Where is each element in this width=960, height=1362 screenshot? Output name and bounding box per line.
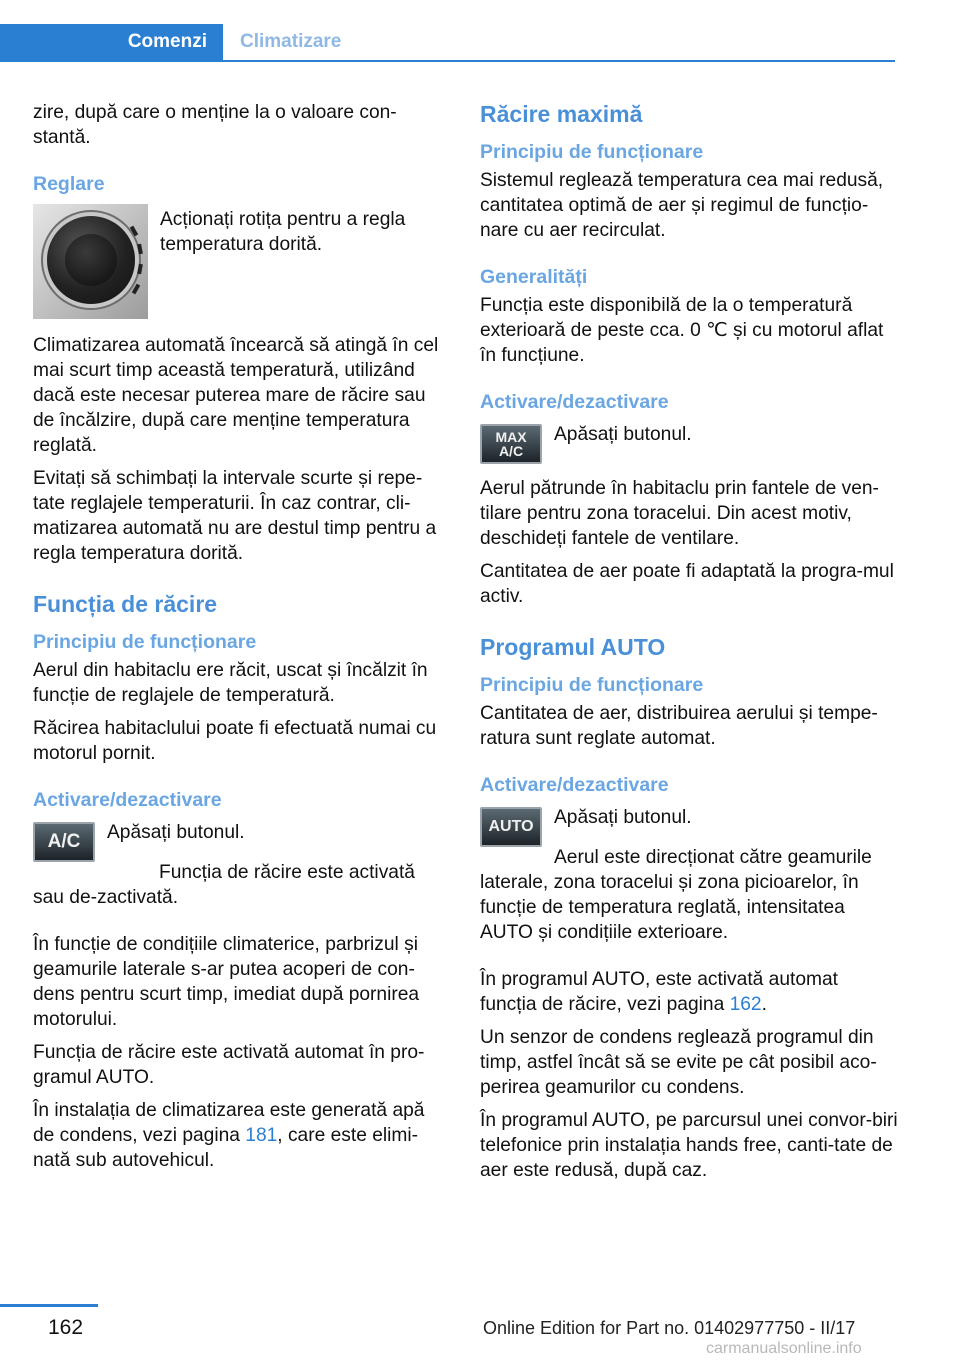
auto-button-icon: AUTO	[480, 807, 542, 847]
programul-auto-heading: Programul AUTO	[480, 634, 666, 660]
reglare-heading: Reglare	[33, 173, 105, 195]
left-column	[33, 100, 451, 1181]
principiu2-heading: Principiu de funcționare	[480, 674, 704, 696]
right-paragraph-4: Cantitatea de aer poate fi adaptată la progra-mul activ.	[480, 561, 894, 607]
activare-heading: Activare/dezactivare	[33, 789, 222, 811]
right-paragraph-7: Un senzor de condens reglează programul din timp, astfel încât să se evite pe cât posibil aco-perirea geamurilor cu condens.	[480, 1027, 877, 1098]
paragraph-1: Climatizarea automată încearcă să atingă în cel mai scurt timp această temperatură, utilizând dacă este necesar puterea mare de răcire sau de încălzire, după care menține temperatura reglată.	[33, 335, 439, 456]
footer-divider	[0, 1304, 98, 1307]
right-paragraph-6: În programul AUTO, este activată automat funcția de răcire, vezi pagina 162.	[480, 969, 838, 1015]
press-button-text-right: Apăsați butonul.	[554, 424, 692, 445]
header-divider	[0, 60, 895, 62]
paragraph-6: Funcția de răcire este activată automat în pro-gramul AUTO.	[33, 1042, 425, 1088]
reglare-text: Acționați rotița pentru a regla temperatura dorită.	[160, 209, 406, 255]
right-paragraph-3: Aerul pătrunde în habitaclu prin fantele de ven-tilare pentru zona toracelui. Din acest motiv, deschideți fantele de ventilare.	[480, 478, 879, 549]
auto-figure-row	[480, 805, 898, 847]
ac-figure-row	[33, 820, 451, 862]
right-paragraph-1: Sistemul reglează temperatura cea mai redusă, cantitatea optimă de aer și regimul de funcțio-nare cu aer recirculat.	[480, 170, 884, 241]
reglare-figure-row	[33, 204, 451, 319]
ac-status-text: Funcția de răcire este activată sau de-zactivată.	[33, 862, 415, 908]
auto-status-text: Aerul este direcționat către geamurile laterale, zona toracelui și zona picioarelor, în funcție de temperatura reglată, intensitatea AUTO și condițiile exterioare.	[480, 847, 872, 943]
functie-racire-heading: Funcția de răcire	[33, 591, 218, 617]
ac-button-icon: A/C	[33, 822, 95, 862]
tab-climatizare[interactable]: Climatizare	[240, 31, 342, 52]
right-paragraph-5: Cantitatea de aer, distribuirea aerului și tempe-ratura sunt reglate automat.	[480, 703, 878, 749]
paragraph-3: Aerul din habitaclu ere răcit, uscat și încălzit în funcție de reglajele de temperatură.	[33, 660, 428, 706]
press-button-text: Apăsați butonul.	[107, 822, 245, 843]
intro-text: zire, după care o menține la o valoare con-stantă.	[33, 102, 397, 148]
page-link-181[interactable]: 181	[245, 1125, 278, 1146]
right-paragraph-8: În programul AUTO, pe parcursul unei convor-biri telefonice prin instalația hands free, canti-tate de aer este redusă, după caz.	[480, 1110, 898, 1181]
principiu-heading-right: Principiu de funcționare	[480, 141, 704, 163]
max-ac-button-icon: MAX A/C	[480, 424, 542, 464]
right-column	[480, 100, 898, 1191]
right-paragraph-2: Funcția este disponibilă de la o temperatură exterioară de peste cca. 0 ℃ și cu motorul aflat în funcțiune.	[480, 295, 884, 366]
max-ac-figure-row	[480, 422, 898, 464]
activare-heading-right: Activare/dezactivare	[480, 391, 669, 413]
paragraph-4: Răcirea habitaclului poate fi efectuată numai cu motorul pornit.	[33, 718, 437, 764]
paragraph-7: În instalația de climatizarea este generată apă de condens, vezi pagina 181, care este elimi-nată sub autovehicul.	[33, 1100, 425, 1171]
principiu-heading: Principiu de funcționare	[33, 631, 257, 653]
temperature-knob-icon	[33, 204, 148, 319]
generalitati-heading: Generalități	[480, 266, 588, 288]
tab-comenzi[interactable]: Comenzi	[0, 24, 223, 60]
paragraph-2: Evitați să schimbați la intervale scurte și repe-tate reglajele temperaturii. În caz contrar, cli-matizarea automată nu are destul timp pentru a regla temperatura dorită.	[33, 468, 437, 564]
header-tabs	[0, 24, 895, 62]
racire-maxima-heading: Răcire maximă	[480, 101, 643, 127]
press-button-text-auto: Apăsați butonul.	[554, 807, 692, 828]
paragraph-5: În funcție de condițiile climaterice, parbrizul și geamurile laterale s-ar putea acoperi de con-dens pentru scurt timp, imediat după pornirea motorului.	[33, 934, 420, 1030]
page-number: 162	[48, 1316, 84, 1339]
activare2-heading: Activare/dezactivare	[480, 774, 669, 796]
page-link-162[interactable]: 162	[729, 994, 762, 1015]
edition-text: Online Edition for Part no. 01402977750 - II/17	[483, 1318, 856, 1338]
watermark: carmanualsonline.info	[706, 1340, 862, 1357]
